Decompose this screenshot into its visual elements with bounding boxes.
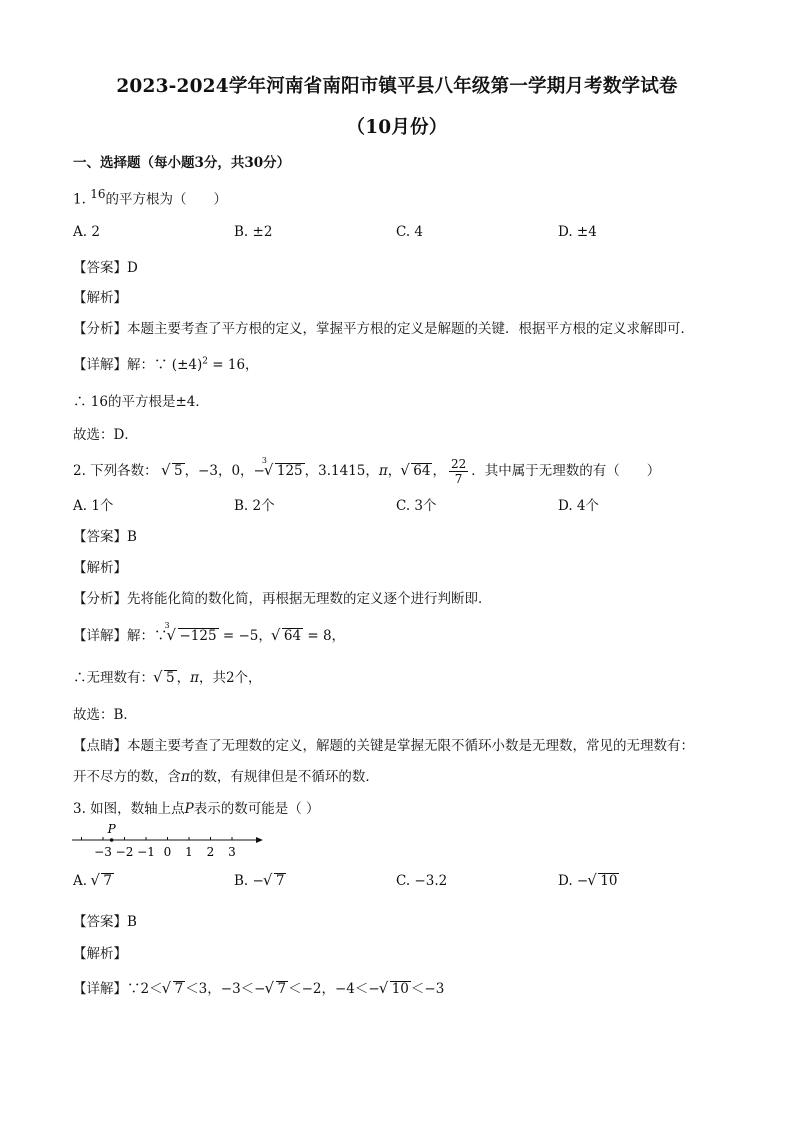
exam-title: 2023-2024学年河南省南阳市镇平县八年级第一学期月考数学试卷 — [116, 76, 678, 97]
axis-tick-label: −2 — [115, 845, 134, 859]
axis-tick-label: −1 — [137, 845, 155, 859]
q1-option-a: A. 2 — [73, 224, 100, 240]
q3-option-d: D. −√ 10 — [558, 873, 619, 889]
q1-analysis: 【分析】本题主要考查了平方根的定义，掌握平方根的定义是解题的关键．根据平方根的定义求解即可． — [73, 321, 694, 337]
exam-subtitle: （10月份） — [346, 117, 448, 138]
q2-tip-line2: 开不尽方的数，含π的数，有规律但是不循环的数． — [73, 769, 379, 785]
q1-answer: 【答案】D — [73, 260, 138, 276]
axis-tick-label: 0 — [163, 845, 172, 859]
sqrt-5: √ 5 — [163, 463, 185, 479]
axis-tick-label: 2 — [206, 845, 215, 859]
q1-stem: 1. $^{16}$的平方根为（ ） — [73, 187, 227, 208]
q3-option-a: A. √ 7 — [73, 873, 114, 889]
q3-detail: 【详解】∵2＜√ 7 ＜3，−3＜−√ 7 ＜−2，−4＜−√ 10 ＜−3 — [73, 977, 444, 997]
point-p-label: P — [107, 822, 116, 836]
q2-answer: 【答案】B — [73, 529, 137, 545]
q3-option-b: B. −√ 7 — [234, 873, 286, 889]
q3-option-c: C. −3.2 — [396, 873, 448, 889]
axis-tick-label: 3 — [228, 845, 236, 859]
q2-option-a: A. 1个 — [73, 498, 114, 514]
q1-option-b: B. ±2 — [234, 224, 273, 240]
axis-tick-label: 1 — [185, 845, 193, 859]
q1-detail: 【详解】解：∵ $(\pm 4)^2 = 16$， — [73, 356, 259, 373]
q2-choose: 故选：B． — [73, 707, 137, 723]
cbrt-125: √ 3 125 — [266, 463, 305, 479]
q2-option-b: B. 2个 — [234, 498, 275, 514]
fraction-22-7: $\frac{22}{7}$ — [450, 457, 467, 486]
q3-jiexi: 【解析】 — [73, 946, 127, 962]
section-heading: 一、选择题（每小题3分，共30分） — [73, 155, 291, 171]
q2-option-d: D. 4个 — [558, 498, 600, 514]
q2-tip-line1: 【点睛】本题主要考查了无理数的定义，解题的关键是掌握无限不循环小数是无理数，常见的无理数有： — [73, 738, 694, 754]
q1-jiexi: 【解析】 — [73, 290, 127, 306]
q1-conclusion: ∴ 16的平方根是±4． — [73, 394, 209, 410]
q2-jiexi: 【解析】 — [73, 560, 127, 576]
q3-answer: 【答案】B — [73, 914, 137, 930]
q1-option-c: C. 4 — [396, 224, 424, 240]
number-line — [70, 818, 270, 862]
q2-analysis: 【分析】先将能化简的数化简，再根据无理数的定义逐个进行判断即． — [73, 591, 492, 607]
q1-option-d: D. ±4 — [558, 224, 597, 240]
q2-option-c: C. 3个 — [396, 498, 437, 514]
q1-choose: 故选：D． — [73, 427, 138, 443]
q2-stem: 2. 下列各数： √ 5 ，−3，0，− √ 3 125 ，3.1415，π，√ 64 ， $\frac{22}{7}$ ．其中属于无理数的有（ ） — [73, 457, 660, 486]
q2-detail: 【详解】解：∵ √ 3 −125 = −5，√ 64 = 8， — [73, 624, 345, 644]
q3-stem: 3. 如图，数轴上点P表示的数可能是（ ） — [73, 801, 320, 817]
axis-arrow — [256, 837, 263, 843]
q2-irrationals: ∴无理数有：√ 5 ，π，共2个， — [73, 666, 262, 686]
sqrt-64: √ 64 — [402, 463, 432, 479]
axis-tick-label: −3 — [94, 845, 112, 859]
point-p — [110, 838, 114, 842]
